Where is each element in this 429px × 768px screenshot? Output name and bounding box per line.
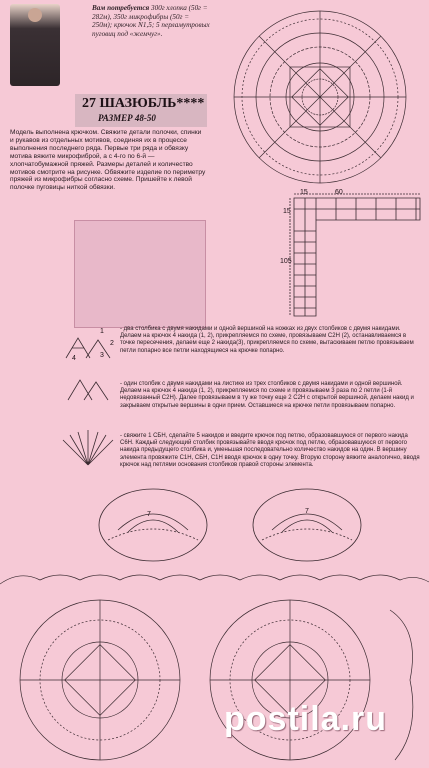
edging-diagram-right bbox=[252, 488, 362, 562]
grid-label-side-main: 105 bbox=[280, 258, 292, 265]
grid-label-top-left: 15 bbox=[300, 189, 308, 196]
legend-item-2: - один столбик с двумя накидами на листике из трех столбиков с двумя накидами и одной вершиной. Делаем на крючок 4 накида (1, 2), прикрепляемся по схеме и провязываем 3 раза по 2 петли (1-й недовязанный С2Н). Далее провязываем в ту же точку еще 2 С2Н с открытой вершиной, делаем накид и закрываем открытые вершины в одни прием. Оставшиеся на крючке петли провязываем попарно. bbox=[120, 381, 414, 409]
legend-number-1: 1 bbox=[100, 328, 104, 335]
instructions-text: Модель выполнена крючком. Свяжите детали полочки, спинки и рукавов из отдельных мотивов, соединяя их в процессе выполнения последнего ряда. Первые три ряда и обвязку мотива вяжите микрофиброй, а с 4-го по 6-й — хлопчатобумажной пряжей. Размеры деталей и количество мотивов смотрите на рисунке. Обвяжите изделие по периметру пряжей из микрофибры согласно схеме. Пришейте к левой полочке пуговицы ниткой обвязки. bbox=[10, 129, 206, 192]
legend-number-4: 4 bbox=[72, 355, 76, 362]
materials-body: 300г хлопка (50г = 282м), 350г микрофибры (50г = 250м); крючок N1,5; 5 перламутровых пуговиц под «жемчуг». bbox=[92, 4, 210, 38]
motif-number-right: 7 bbox=[305, 508, 309, 515]
materials-text bbox=[92, 4, 210, 38]
watermark-logo: postila.ru bbox=[224, 700, 388, 738]
legend-number-3: 3 bbox=[100, 352, 104, 359]
legend-item-3: - свяжите 1 СБН, сделайте 5 накидов и введите крючок под петлю, образовавшуюся от первого накида С6Н. Каждый следующий столбик провязывайте вводя крючок под петлю, образовавшуюся от первого накида предыдущего столбика и, уменьшая последовательно количество накидов на один. В вершину элемента провяжите С1Н, СБН, С1Н вводя крючок в одну точку. Вторую сторону вяжите аналогично, вводя крючок над петлями основания столбиков правой стороны элемента. bbox=[120, 433, 420, 468]
swatch-photo bbox=[74, 220, 206, 328]
legend-item-1: - два столбика с двумя накидами и одной вершиной на ножках из двух столбиков с двумя накидами. Делаем на крючок 4 накида (1, 2), прикрепляемся по схеме, провязываем С2Н (2), останавливаемся в точке пересечения, делаем еще 2 накида(3), прикрепляемся по схеме, вытаскиваем петлю провязываем петли попарно все петли находящиеся на крючке попарно. bbox=[120, 326, 414, 354]
model-head bbox=[28, 8, 42, 22]
legend-symbols bbox=[58, 330, 118, 480]
motif-diagram-top bbox=[220, 8, 420, 186]
pattern-title: 27 ШАЗЮБЛЬ**** bbox=[82, 96, 205, 111]
motif-number-left: 7 bbox=[147, 511, 151, 518]
legend-number-2: 2 bbox=[110, 340, 114, 347]
pattern-size: РАЗМЕР 48-50 bbox=[98, 113, 156, 123]
grid-label-top-right: 60 bbox=[335, 189, 343, 196]
model-photo bbox=[10, 4, 60, 86]
grid-label-side-top: 15 bbox=[283, 208, 291, 215]
grid-schematic bbox=[294, 198, 420, 316]
edging-diagram-left bbox=[98, 488, 208, 562]
materials-label: Вам потребуется bbox=[92, 4, 150, 12]
